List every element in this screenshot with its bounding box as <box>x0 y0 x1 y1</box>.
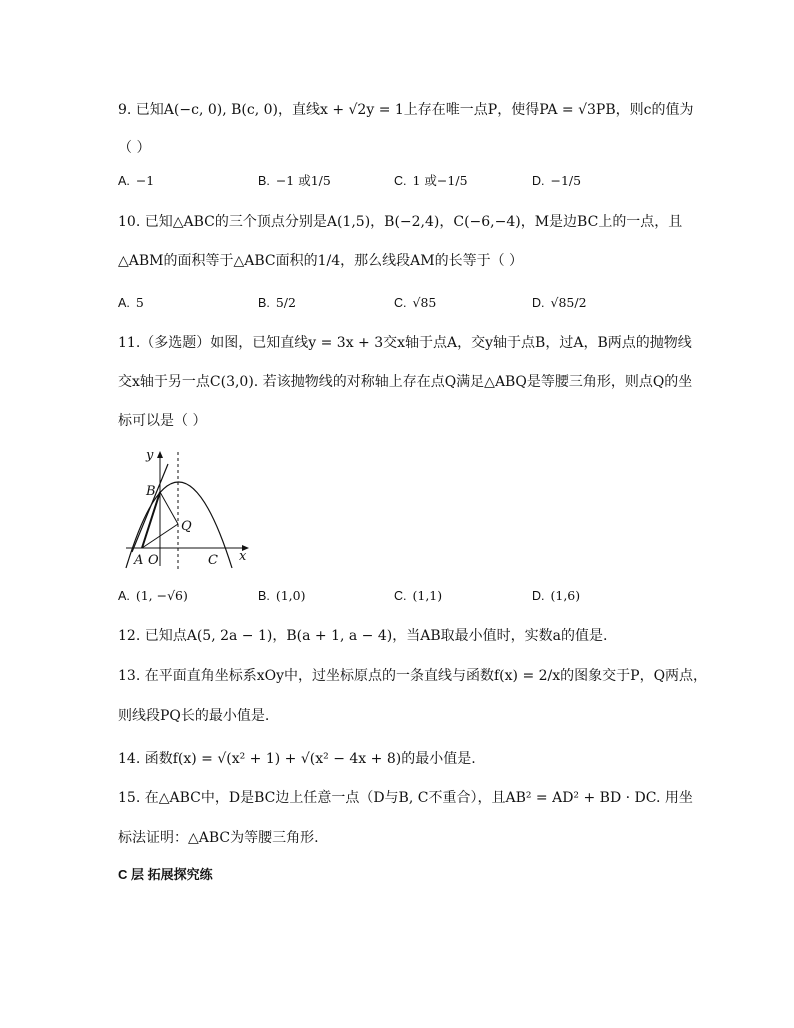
problem-9-option-c: C. 1 或−1/5 <box>394 173 468 188</box>
problem-9-option-b: B. −1 或1/5 <box>258 173 331 188</box>
problem-9-option-a: A. −1 <box>118 173 155 188</box>
problem-10-stem-line-1: 10. 已知△ABC的三个顶点分别是A(1,5)，B(−2,4)，C(−6,−4)，M是边BC上的一点，且 <box>118 214 683 230</box>
problem-9-options <box>118 172 758 194</box>
problem-11-option-b: B. (1,0) <box>258 588 306 603</box>
problem-9-option-d: D. −1/5 <box>532 173 582 188</box>
label-q: Q <box>181 519 192 534</box>
problem-11-option-c: C. (1,1) <box>394 588 443 603</box>
problem-11-options <box>118 587 758 609</box>
label-x: x <box>239 549 247 564</box>
problem-9-stem-line-2: （ ） <box>118 140 151 156</box>
problem-15-stem-line-2: 标法证明：△ABC为等腰三角形. <box>118 830 319 846</box>
problem-13-stem-line-1: 13. 在平面直角坐标系xOy中，过坐标原点的一条直线与函数f(x) = 2/x的图象交于P，Q两点， <box>118 668 708 684</box>
problem-11-stem-line-3: 标可以是（ ） <box>118 413 207 429</box>
problem-10-option-c: C. √85 <box>394 295 437 310</box>
label-o: O <box>148 553 159 568</box>
problem-11-option-a: A. (1, −√6) <box>118 588 188 603</box>
y-axis-arrow <box>157 451 163 458</box>
problem-10-options <box>118 294 758 316</box>
problem-10-stem-line-2: △ABM的面积等于△ABC面积的1/4，那么线段AM的长等于（ ） <box>118 253 524 269</box>
problem-11-option-d: D. (1,6) <box>532 588 581 603</box>
problem-10-option-b: B. 5/2 <box>258 295 296 310</box>
label-b: B <box>146 484 156 499</box>
problem-15-stem-line-1: 15. 在△ABC中，D是BC边上任意一点（D与B, C不重合），且AB² = AD² + BD · DC. 用坐 <box>118 790 693 806</box>
problem-11-stem-line-1: 11.（多选题）如图，已知直线y = 3x + 3交x轴于点A，交y轴于点B，过A，B两点的抛物线 <box>118 335 692 351</box>
label-y: y <box>146 448 154 463</box>
problem-13-stem-line-2: 则线段PQ长的最小值是. <box>118 708 270 724</box>
label-c: C <box>208 553 218 568</box>
section-title: C 层 拓展探究练 <box>118 867 213 882</box>
problem-10-option-d: D. √85/2 <box>532 295 587 310</box>
problem-12-stem: 12. 已知点A(5, 2a − 1)，B(a + 1, a − 4)，当AB取最小值时，实数a的值是. <box>118 628 608 644</box>
problem-10-option-a: A. 5 <box>118 295 144 310</box>
problem-9-stem-line-1: 9. 已知A(−c, 0), B(c, 0)，直线x + √2y = 1上存在唯一点P，使得PA = √3PB，则c的值为 <box>118 102 694 118</box>
label-a: A <box>134 553 144 568</box>
line-ab <box>132 464 168 552</box>
segment-bq <box>160 492 178 524</box>
problem-11-stem-line-2: 交x轴于另一点C(3,0). 若该抛物线的对称轴上存在点Q满足△ABQ是等腰三角形，则点Q的坐 <box>118 374 693 390</box>
problem-14-stem: 14. 函数f(x) = √(x² + 1) + √(x² − 4x + 8)的最小值是. <box>118 751 476 767</box>
parabola-figure <box>118 448 258 578</box>
